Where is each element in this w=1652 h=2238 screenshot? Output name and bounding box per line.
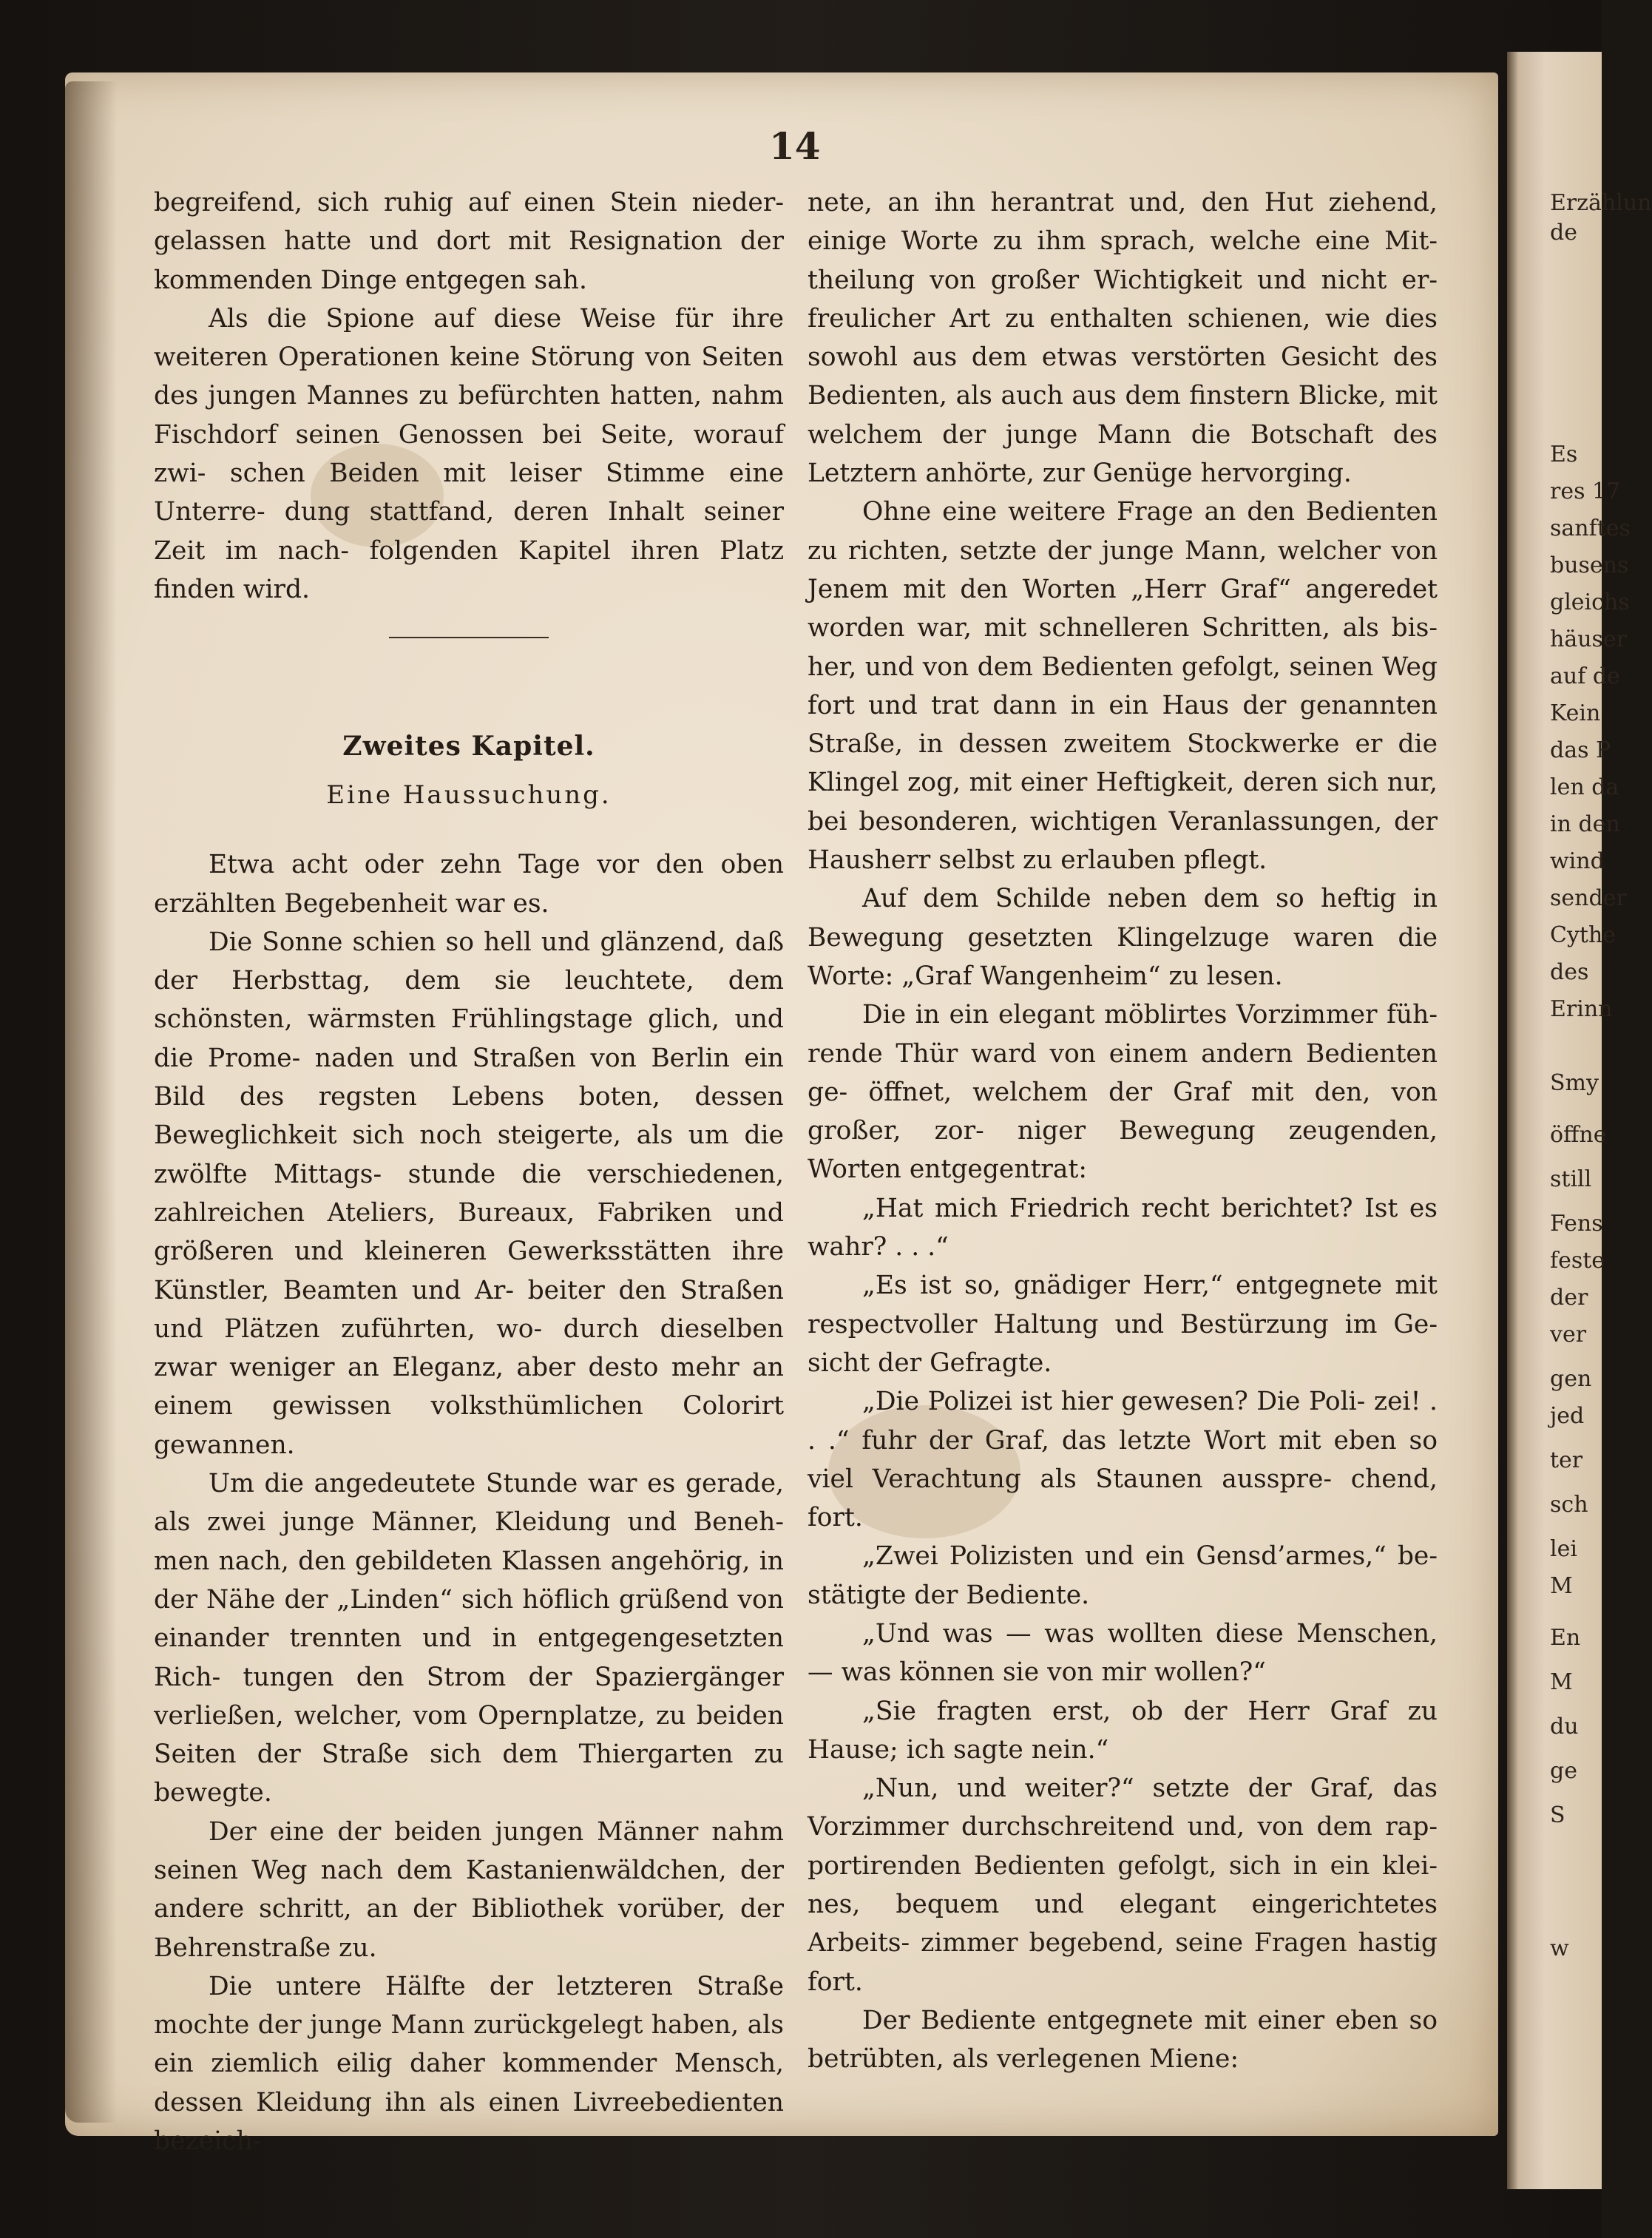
- chapter-subtitle: Eine Haussuchung.: [326, 780, 612, 811]
- next-page-fragment: in den: [1550, 811, 1620, 837]
- next-page-fragment: Erinn: [1550, 996, 1613, 1022]
- next-page-fragment: gleichs: [1550, 589, 1630, 615]
- paragraph: „Nun, und weiter?“ setzte der Graf, das Vorzimmer durchschreitend und, von dem rap- portirenden Bedienten gefolgt, sich in ein klei- nes, bequem und elegant eingerichtetes Arbeits- zimmer begebend, seine Fragen hastig fort.: [808, 1774, 1438, 1997]
- next-page-fragment: Erzählun: [1550, 190, 1652, 216]
- paragraph: Die Sonne schien so hell und glänzend, daß der Herbsttag, dem sie leuchtete, dem schönsten, wärmsten Frühlingstage glich, und die Prome- naden und Straßen von Berlin ein Bild des regsten Lebens boten, dessen Beweglichkeit sich noch steigerte, als um die zwölfte Mittags- stunde die verschiedenen, zahlreichen Ateliers, Bureaux, Fabriken und größeren und kleineren Gewerksstätten ihre Künstler, Beamten und Ar- beiter den Straßen und Plätzen zuführten, wo- durch dieselben zwar weniger an Eleganz, aber desto mehr an einem gewissen volksthümlichen Colorirt gewannen.: [154, 927, 784, 1460]
- next-page-fragment: busens: [1550, 552, 1629, 578]
- next-page-fragment: feste: [1550, 1248, 1605, 1274]
- next-page-fragment: auf de: [1550, 663, 1620, 689]
- next-page-fragment: du: [1550, 1714, 1579, 1740]
- next-page-fragment: S: [1550, 1802, 1565, 1828]
- next-page-fragment: still: [1550, 1166, 1592, 1192]
- paragraph: „Die Polizei ist hier gewesen? Die Poli- zei! . . .“ fuhr der Graf, das letzte Wort mit eben so viel Verachtung als Staunen ausspre- chend, fort.: [808, 1387, 1438, 1533]
- next-page-fragment: M: [1550, 1669, 1573, 1695]
- next-page-fragment: Cythe: [1550, 922, 1617, 948]
- next-page-fragment: des: [1550, 959, 1589, 985]
- next-page-fragment: sender: [1550, 885, 1627, 911]
- next-page-fragment: M: [1550, 1573, 1573, 1599]
- paragraph: „Zwei Polizisten und ein Gensd’armes,“ be- stätigte der Bediente.: [808, 1541, 1438, 1610]
- next-page-fragment: ter: [1550, 1447, 1583, 1473]
- next-page-fragment: öffne: [1550, 1122, 1607, 1148]
- paragraph: Die untere Hälfte der letzteren Straße mochte der junge Mann zurückgelegt haben, als ein ziemlich eilig daher kommender Mensch, dessen Kleidung ihn als einen Livreebedienten bezeich-: [154, 1971, 784, 2157]
- next-page-fragment: sch: [1550, 1492, 1588, 1518]
- paragraph: begreifend, sich ruhig auf einen Stein nieder- gelassen hatte und dort mit Resignation der kommenden Dinge entgegen sah.: [154, 188, 784, 295]
- page-worn-edge: [65, 81, 117, 2123]
- next-page-fragment: ge: [1550, 1758, 1577, 1784]
- paragraph: Die in ein elegant möblirtes Vorzimmer füh- rende Thür ward von einem andern Bedienten ge- öffnet, welchem der Graf mit den, von großer, zor- niger Bewegung zeugenden, Worten entgegentrat:: [808, 1000, 1438, 1185]
- next-page-fragment: lei: [1550, 1536, 1577, 1562]
- paragraph: nete, an ihn herantrat und, den Hut ziehend, einige Worte zu ihm sprach, welche eine Mit- theilung von großer Wichtigkeit und nicht er- freulicher Art zu enthalten schienen, wie dies sowohl aus dem etwas verstörten Gesicht des Bedienten, als auch aus dem finstern Blicke, mit welchem der junge Mann die Botschaft des Letztern anhörte, zur Genüge hervorging.: [808, 188, 1438, 489]
- next-page-fragment: jed: [1550, 1403, 1585, 1429]
- next-page-fragment: der: [1550, 1285, 1588, 1311]
- next-page-fragment: wind: [1550, 848, 1605, 874]
- paragraph: „Es ist so, gnädiger Herr,“ entgegnete mit respectvoller Haltung und Bestürzung im Ge- sicht der Gefragte.: [808, 1271, 1438, 1378]
- next-page-fragment: ver: [1550, 1322, 1587, 1348]
- paragraph: „Und was — was wollten diese Menschen, — was können sie von mir wollen?“: [808, 1618, 1438, 1688]
- paragraph: Als die Spione auf diese Weise für ihre weiteren Operationen keine Störung von Seiten des jungen Mannes zu befürchten hatten, nahm Fischdorf seinen Genossen bei Seite, worauf zwi- schen Beiden mit leiser Stimme eine Unterre- dung stattfand, deren Inhalt seiner Zeit im nach- folgenden Kapitel ihren Platz finden wird.: [154, 303, 784, 604]
- next-page-fragment: En: [1550, 1625, 1581, 1651]
- next-page-fragment: häuser: [1550, 626, 1628, 652]
- paragraph: Ohne eine weitere Frage an den Bedienten zu richten, setzte der junge Mann, welcher von Jenem mit den Worten „Herr Graf“ angeredet worden war, mit schnelleren Schritten, als bis- her, und von dem Bedienten gefolgt, seinen Weg fort und trat dann in ein Haus der genannten Straße, in dessen zweitem Stockwerke er die Klingel zog, mit einer Heftigkeit, deren sich nur, bei besonderen, wichtigen Veranlassungen, der Hausherr selbst zu erlauben pflegt.: [808, 497, 1438, 876]
- paragraph: „Sie fragten erst, ob der Herr Graf zu Hause; ich sagte nein.“: [808, 1696, 1438, 1765]
- next-page-fragment: len da: [1550, 774, 1619, 800]
- paragraph: Der eine der beiden jungen Männer nahm seinen Weg nach dem Kastanienwäldchen, der andere schritt, an der Bibliothek vorüber, der Behrenstraße zu.: [154, 1816, 784, 1963]
- page-number: 14: [769, 124, 821, 168]
- right-column: [808, 183, 1438, 2079]
- chapter-title: Zweites Kapitel.: [342, 731, 595, 763]
- next-page-fragment: das P: [1550, 737, 1611, 763]
- next-page-fragment: Fens: [1550, 1211, 1603, 1237]
- paragraph: Auf dem Schilde neben dem so heftig in Bewegung gesetzten Klingelzuge waren die Worte: „Graf Wangenheim“ zu lesen.: [808, 884, 1438, 991]
- next-page-fragment: Es: [1550, 442, 1578, 467]
- paragraph: Um die angedeutete Stunde war es gerade, als zwei junge Männer, Kleidung und Beneh- men nach, den gebildeten Klassen angehörig, in der Nähe der „Linden“ sich höflich grüßend von einander trennten und in entgegengesetzten Rich- tungen den Strom der Spaziergänger verließen, welcher, vom Opernplatze, zu beiden Seiten der Straße sich dem Thiergarten zu bewegte.: [154, 1469, 784, 1808]
- next-page-fragment: Kein: [1550, 700, 1601, 726]
- next-page-fragment: sanftes: [1550, 515, 1631, 541]
- left-column: [154, 183, 784, 2160]
- paragraph: „Hat mich Friedrich recht berichtet? Ist es wahr? . . .“: [808, 1193, 1438, 1262]
- next-page-fragment: Smy: [1550, 1070, 1599, 1096]
- next-page-fragment: w: [1550, 1936, 1569, 1961]
- next-page-fragment: gen: [1550, 1366, 1592, 1392]
- next-page-edge: [1507, 52, 1652, 2189]
- next-page-fragment: de: [1550, 220, 1577, 246]
- paragraph: Der Bediente entgegnete mit einer eben so betrübten, als verlegenen Miene:: [808, 2005, 1438, 2075]
- paragraph: Etwa acht oder zehn Tage vor den oben erzählten Begebenheit war es.: [154, 850, 784, 919]
- next-page-fragment: res 17: [1550, 479, 1621, 504]
- section-divider: [154, 609, 784, 677]
